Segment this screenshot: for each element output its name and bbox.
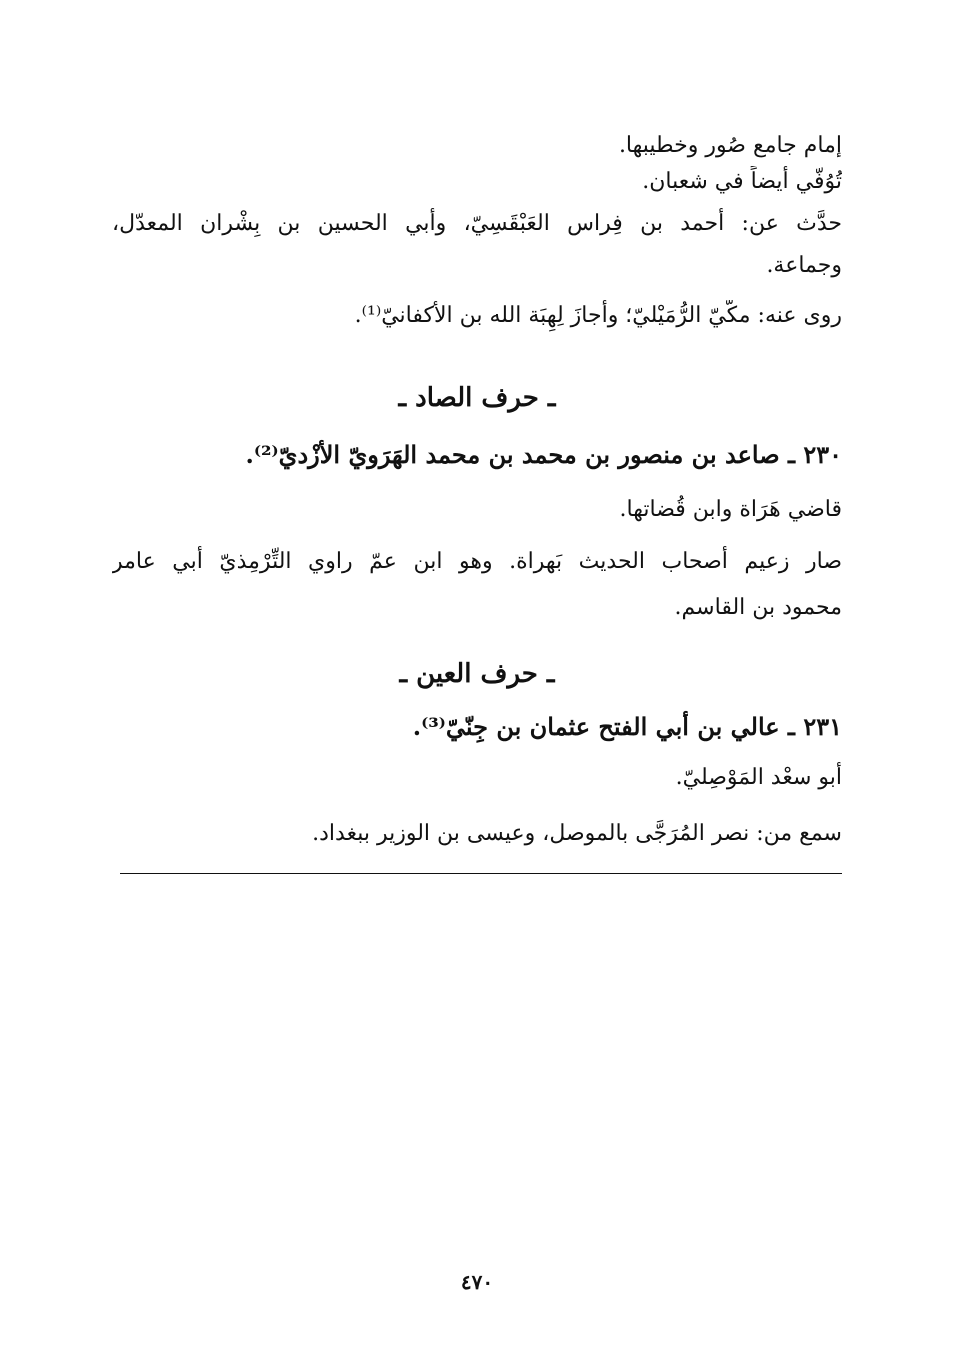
entry-230-line-2: صار زعيم أصحاب الحديث بَهراة. وهو ابن عمّ راوي التِّرْمِذيّ أبي عامر (112, 549, 842, 574)
body-line-4: وجماعة. (766, 253, 842, 278)
entry-231-title: ٢٣١ ـ عالي بن أبي الفتح عثمان بن جِنّيّ⁽³⁾. (412, 712, 842, 741)
entry-230-line-3: محمود بن القاسم. (674, 595, 842, 620)
entry-231-line-1: أبو سعْد المَوْصِليّ. (675, 765, 842, 790)
body-line-5: روى عنه: مكّيّ الرُّمَيْليّ؛ وأجازَ لِهِبَة الله بن الأكفانيّ⁽¹⁾. (354, 303, 842, 328)
body-line-3: حدَّث عن: أحمد بن فِراس العَبْقَسِيّ، وأبي الحسين بن بِشْران المعدّل، (112, 211, 842, 236)
entry-230-line-1: قاضي هَرَاة وابن قُضاتها. (619, 497, 842, 522)
section-heading-ain: ـ حرف العين ـ (399, 659, 555, 689)
page-number: ٤٧٠ (460, 1270, 494, 1294)
entry-231-line-2: سمع من: نصر المُرَجَّى بالموصل، وعيسى بن الوزير ببغداد. (312, 821, 842, 846)
section-heading-sad: ـ حرف الصاد ـ (398, 383, 556, 413)
body-line-1: إمام جامع صُور وخطيبها. (618, 133, 842, 158)
footnote-separator (120, 873, 842, 874)
body-line-2: تُوُفّي أيضاً في شعبان. (642, 169, 842, 194)
entry-230-title: ٢٣٠ ـ صاعد بن منصور بن محمد بن محمد الهَرَويّ الأزْديّ⁽²⁾. (245, 440, 842, 469)
